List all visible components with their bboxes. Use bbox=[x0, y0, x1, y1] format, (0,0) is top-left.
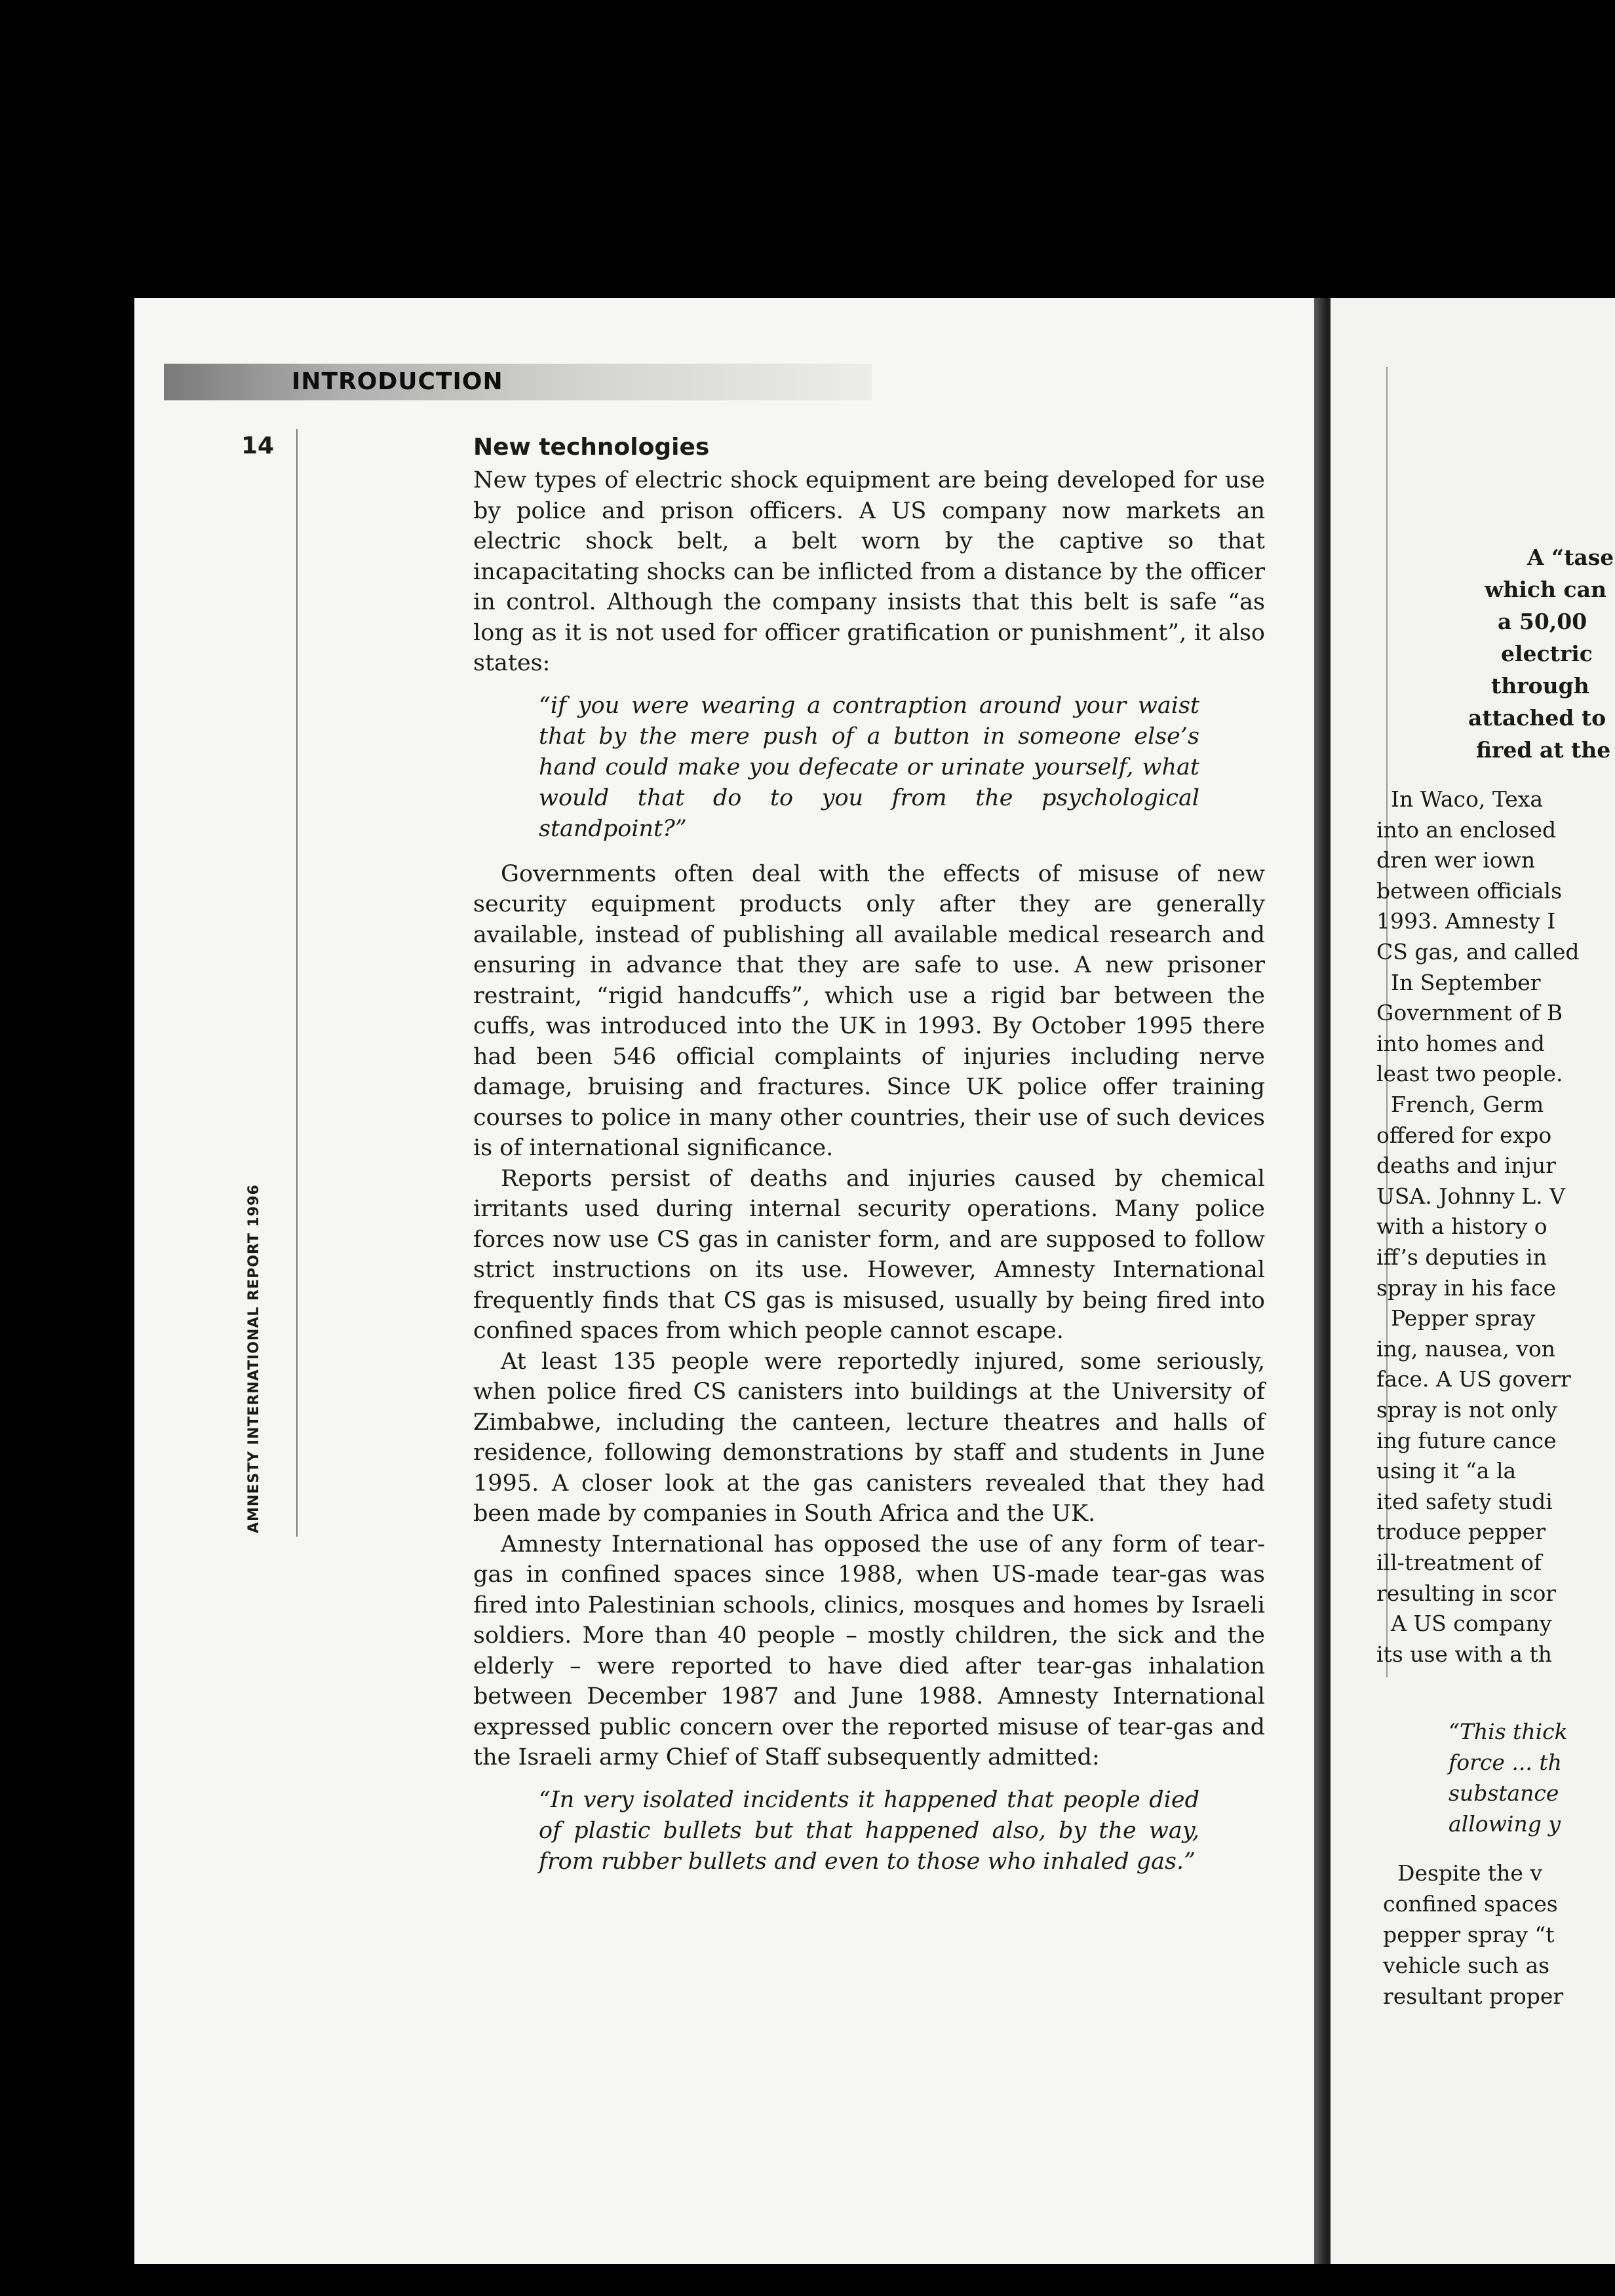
right-page-line: pepper spray “t bbox=[1383, 1922, 1555, 1947]
caption-line: which can bbox=[1485, 577, 1606, 602]
right-page-line: dren wer iown bbox=[1376, 847, 1536, 873]
right-page-line: face. A US goverr bbox=[1376, 1366, 1571, 1392]
section-label: INTRODUCTION bbox=[292, 368, 503, 395]
paragraph-1: New types of electric shock equipment are being developed for use by police and prison officers. A US company now markets an electric shock belt, a belt worn by the captive so that incapacitating shocks can be inflicted from a distance by the officer in control. Although the company insists that this belt is safe “as long as it is not used for officer gratification or punishment”, it also states: bbox=[473, 467, 1265, 676]
caption-line: a 50,00 bbox=[1498, 609, 1587, 634]
right-page-line: French, Germ bbox=[1391, 1092, 1544, 1117]
right-page-line: into homes and bbox=[1376, 1030, 1545, 1056]
paragraph-3: Reports persist of deaths and injuries caused by chemical irritants used during internal security operations. Many police forces now use CS gas in canister form, and are supposed to follow strict instructions on its use. However, Amnesty International frequently finds that CS gas is misused, usually by being fired into confined spaces from which people cannot escape. bbox=[473, 1165, 1265, 1344]
right-page-line: resulting in scor bbox=[1376, 1580, 1557, 1606]
caption-line: electric bbox=[1501, 641, 1593, 666]
right-page-line: with a history o bbox=[1376, 1214, 1547, 1240]
caption-line: through bbox=[1491, 673, 1589, 698]
caption-line: fired at the bbox=[1476, 737, 1611, 763]
paragraph-2: Governments often deal with the effects of misuse of new security equipment products only after they are generally available, instead of publishing all available medical research and ensuring in advance that they are safe to use. A new prisoner restraint, “rigid handcuffs”, which use a rigid bar between the cuffs, was introduced into the UK in 1993. By October 1995 there had been 546 official complaints of injuries including nerve damage, bruising and fractures. Since UK police offer training courses to police in many other countries, their use of such devices is of international significance. bbox=[473, 860, 1265, 1161]
right-page-line: using it “a la bbox=[1376, 1458, 1517, 1484]
right-page-line: spray is not only bbox=[1376, 1397, 1557, 1423]
right-page-line: iff’s deputies in bbox=[1376, 1244, 1547, 1270]
quote-2: “In very isolated incidents it happened that people died of plastic bullets but that happened also, by the way, from rubber bullets and even to those who inhaled gas.” bbox=[539, 1786, 1199, 1875]
paragraph-4: At least 135 people were reportedly injured, some seriously, when police fired CS canisters into buildings at the University of Zimbabwe, including the canteen, lecture theatres and halls of residence, following demonstrations by staff and students in June 1995. A closer look at the gas canisters revealed that they had been made by companies in South Africa and the UK. bbox=[473, 1348, 1265, 1527]
right-page-line: Government of B bbox=[1376, 1000, 1563, 1026]
right-page-line: troduce pepper bbox=[1376, 1519, 1546, 1545]
right-page-line: ing, nausea, von bbox=[1376, 1335, 1555, 1362]
right-page-line: ill-treatment of bbox=[1376, 1550, 1542, 1575]
right-page-line: In Waco, Texa bbox=[1391, 786, 1544, 812]
right-page-line: resultant proper bbox=[1383, 1983, 1564, 2009]
right-page-line: offered for expo bbox=[1376, 1122, 1552, 1148]
margin-rule bbox=[296, 429, 298, 1537]
running-side-title: AMNESTY INTERNATIONAL REPORT 1996 bbox=[246, 1184, 262, 1533]
right-page-line: Despite the v bbox=[1397, 1860, 1543, 1886]
right-page-line: In September bbox=[1391, 969, 1541, 995]
page-number: 14 bbox=[241, 432, 275, 459]
right-page-quote-line: substance bbox=[1449, 1780, 1559, 1806]
right-page-line: its use with a th bbox=[1376, 1641, 1552, 1667]
article-heading: New technologies bbox=[473, 434, 710, 461]
right-page-line: spray in his face bbox=[1376, 1274, 1557, 1301]
right-page-line: vehicle such as bbox=[1383, 1953, 1550, 1978]
right-page-line: ing future cance bbox=[1376, 1427, 1557, 1453]
caption-line: A “tase bbox=[1527, 545, 1614, 570]
right-page-line: ited safety studi bbox=[1376, 1488, 1553, 1514]
right-page-line: confined spaces bbox=[1383, 1891, 1558, 1917]
right-page-line: 1993. Amnesty I bbox=[1376, 908, 1556, 934]
right-page-quote-line: “This thick bbox=[1449, 1719, 1568, 1744]
right-page-line: Pepper spray bbox=[1391, 1305, 1536, 1331]
section-header-band bbox=[164, 364, 872, 400]
paragraph-5: Amnesty International has opposed the use of any form of tear-gas in confined spaces since 1988, when US-made tear-gas was fired into Palestinian schools, clinics, mosques and homes by Israeli soldiers. More than 40 people – mostly children, the sick and the elderly – were reported to have died after tear-gas inhalation between December 1987 and June 1988. Amnesty International expressed public concern over the reported misuse of tear-gas and the Israeli army Chief of Staff subsequently admitted: bbox=[473, 1531, 1265, 1770]
right-page-line: least two people. bbox=[1376, 1061, 1563, 1087]
quote-1: “if you were wearing a contraption around your waist that by the mere push of a button in someone else’s hand could make you defecate or urinate yourself, what would that do to you from the psychological standpoint?” bbox=[539, 692, 1199, 842]
right-page-line: CS gas, and called bbox=[1376, 939, 1580, 965]
right-page-line: A US company bbox=[1391, 1611, 1552, 1637]
right-page-quote-line: allowing y bbox=[1449, 1811, 1561, 1837]
right-page-line: between officials bbox=[1376, 877, 1563, 904]
caption-line: attached to bbox=[1468, 705, 1606, 731]
right-page-quote-line: force ... th bbox=[1449, 1750, 1562, 1775]
article-column bbox=[473, 432, 1265, 1892]
right-page-line: into an enclosed bbox=[1376, 816, 1557, 843]
right-page-line: deaths and injur bbox=[1376, 1153, 1556, 1179]
right-page-line: USA. Johnny L. V bbox=[1376, 1183, 1565, 1209]
